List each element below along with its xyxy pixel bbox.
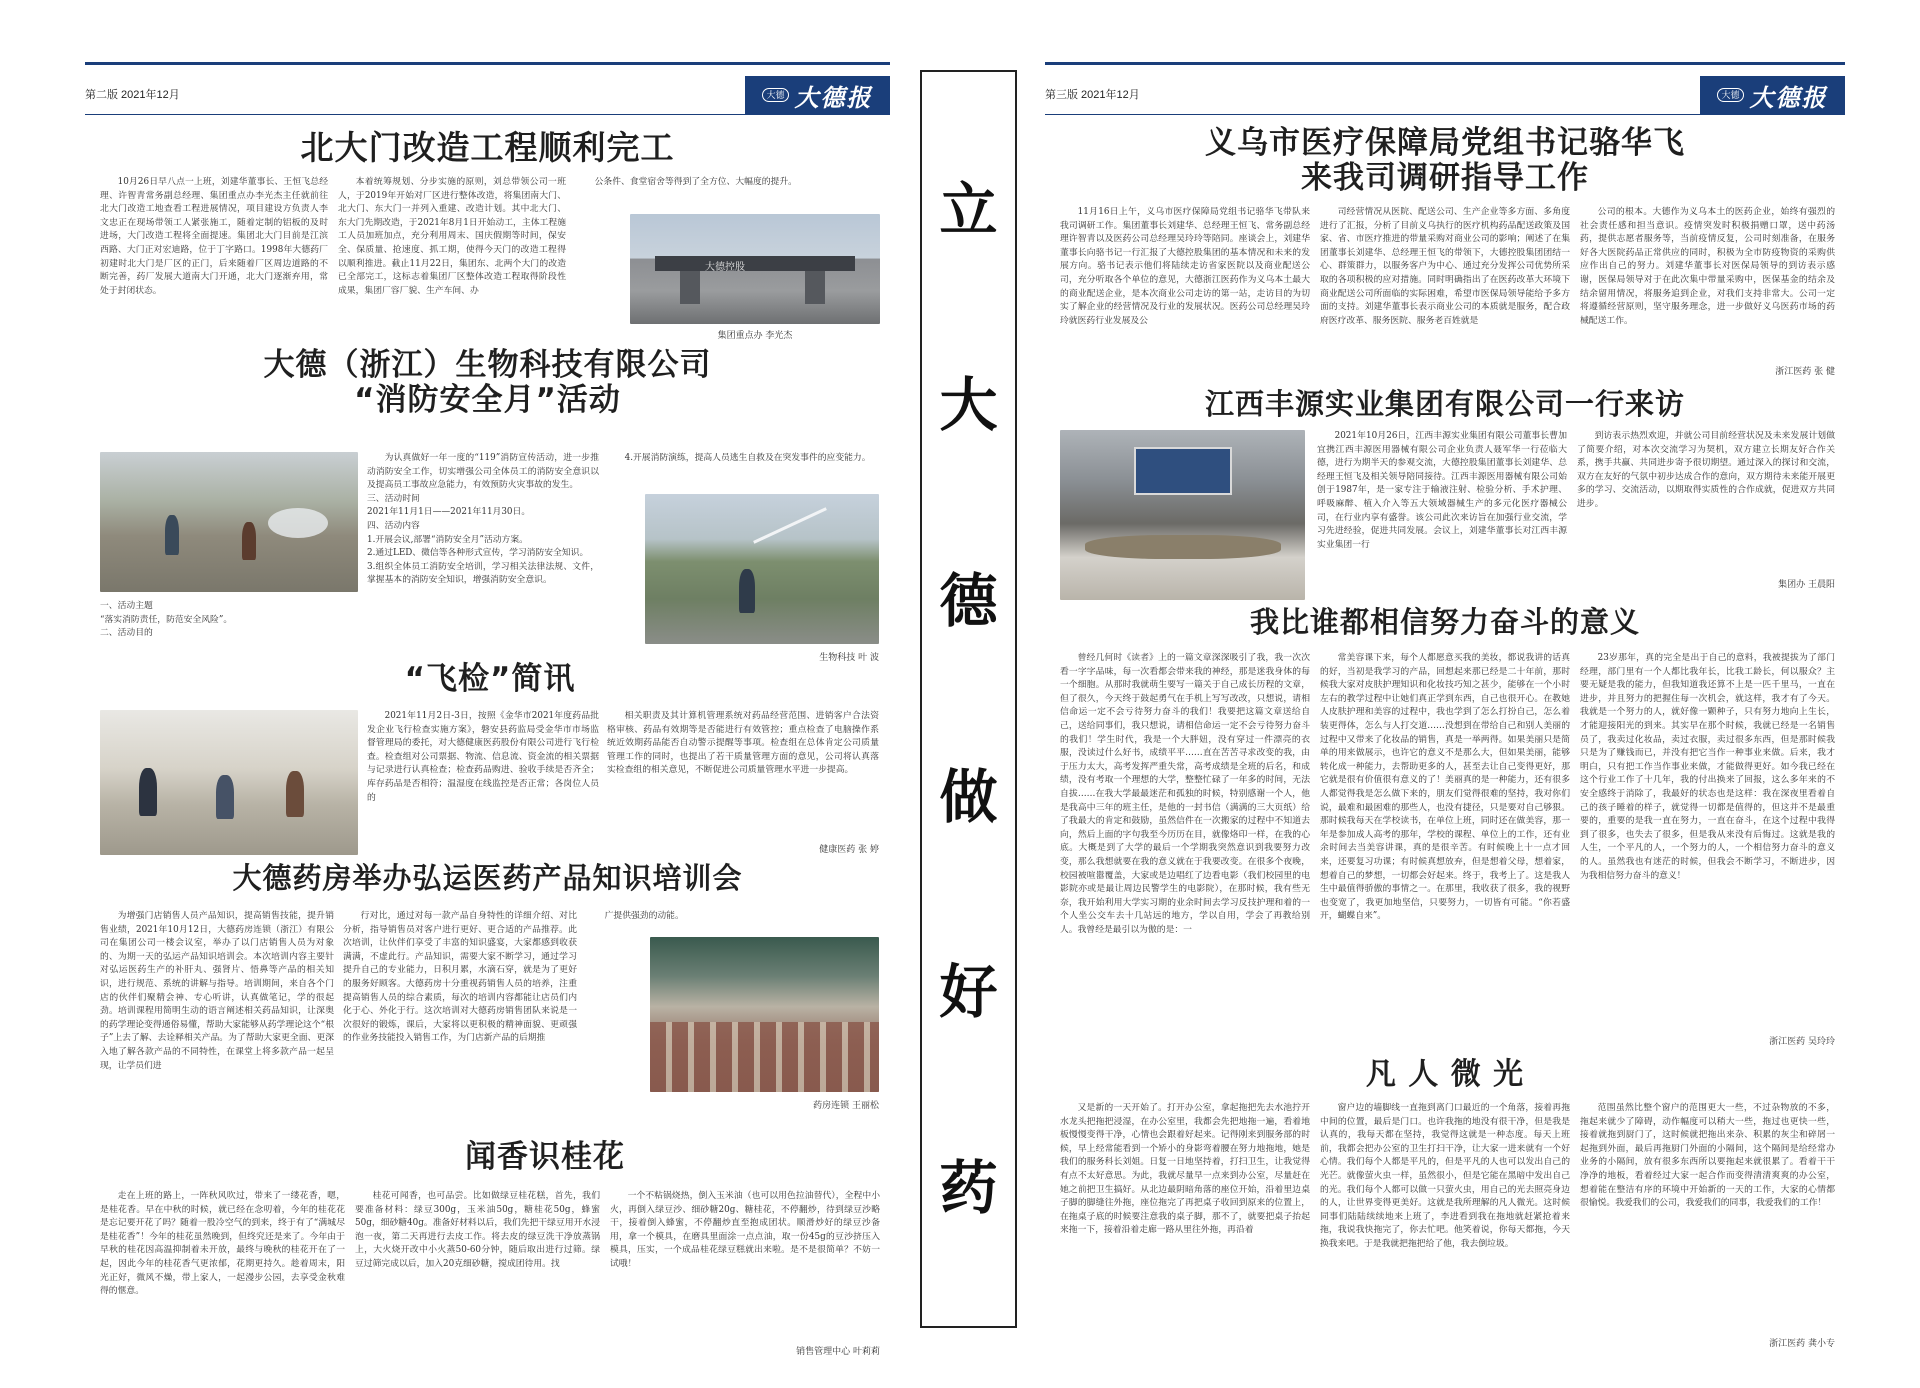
top-rule bbox=[1045, 62, 1845, 65]
byline: 药房连锁 王丽松 bbox=[813, 1101, 879, 1111]
gate-canopy bbox=[655, 256, 855, 271]
article-text: 又是新的一天开始了。打开办公室，拿起拖把先去水池拧开水龙头把拖把浸湿，在办公室里，我都会先把地拖一遍，看着地板慢慢变得干净，心情也会跟着好起来。记得刚来到服务部的时候，早上经常能看到一个矫小的身影弯着腰在努力地拖地，她是我们的服务科长刘姐。日复一日地坚持着，打扫卫生，让我觉得有点不太好意思。为此，我就尽量早一点来到办公室，尽量赶在她之前把卫生搞好。从北边最阴暗角落的座位开始，沿着里边桌子脚的脚缝往外拖，座位拖完了再把桌子收回到原来的位置上，在拖桌子底的时候要注意我的桌子脚，那不了，就要把桌子抬起来拖一下，接着沿着走廊一路从里往外拖，再沿着 bbox=[1060, 1103, 1310, 1236]
page-info: 第二版 2021年12月 bbox=[85, 89, 180, 101]
head-rule bbox=[1045, 114, 1845, 115]
headline-ordinary-light: 凡 人 微 光 bbox=[1365, 1057, 1525, 1092]
article-text: 曾经几何时《读者》上的一篇文章深深吸引了我，我一次次看一字字品味，每一次看都会带来我的神经，那是迷我身体的每一个细胞。从那时我就萌生要写一篇关于自己成长历程的文章，但了很久，今天终于鼓起勇气在手机上写写改改，只想说，请相信命运一定不会亏待努力奋斗的我们！我要把这篇文章送给自己，送给同事们，我只想说，请相信命运一定不会亏待努力奋斗的我们！学生时代，我是一个大胖妞，没有穿过一件漂亮的衣服，没读过什么好书，成绩平平……直在苦苦寻求改变的我，由于压力太大，高考发挥严重失常，高考成绩是全班的后名，和成绩，没有考取一个理想的大学，整整忙碌了一年多的时间，无法自拔……在我大学最最迷茫和孤独的时候，特别感谢一个人，他是我高中三年的班主任，是他的一封书信（满满的三大页纸）给了我最大的肯定和鼓励，虽然信件在一次搬家的过程中不知道去向，然后上面的字句我至今历历在目，就像烙印一样，在我的心底。大概是到了大学的最后一个学期我突然意识到我要努力改变，那么我想就要在我的意义就在于我要改变。在很多个夜晚，校园被喧嚣覆盖，大家或是边唱红了边看电影（我们校园里的电影院亦或是最让周边民警学生的电影院），在那时候，我有些无奈，我开始利用大学实习期的业余时间去学习反技护理和着的一个人坐公交车去十几站远的地方，学以自用，学会了再教给别人。我曾经是最引以为傲的是：一 bbox=[1060, 653, 1310, 935]
headline-line: 来我司调研指导工作 bbox=[1301, 159, 1589, 196]
slogan-box bbox=[920, 70, 1017, 1328]
headline-medical-insurance bbox=[1045, 126, 1845, 195]
byline: 浙江医药 龚小专 bbox=[1769, 1339, 1835, 1349]
photo-caption: 集团重点办 李光杰 bbox=[717, 331, 793, 341]
byline: 集团办 王晨阳 bbox=[1778, 580, 1835, 590]
slogan-char: 大 bbox=[939, 371, 998, 440]
masthead-name: 大德报 bbox=[1749, 82, 1828, 112]
article-text: 10月26日早八点一上班，刘建华董事长、王恒飞总经理、许智青常务副总经理、集团重点办李光杰主任就前往北大门改造工地查看工程进展情况，项目建设方负责人李文忠正在现场带领工人紧张施工，随着定制的铝板的及时进场，大门改造工程将全面提速。集团北大门目前是江滨西路、大门正对宏迪路，位于丁字路口。1998年大德药厂初建时北大门是厂区的正门，后来随着厂区周边道路的不断完善，药厂发展大道南大门开通，北大门逐渐弃用，常处于封闭状态。 bbox=[100, 177, 328, 296]
article-text: 2021年10月26日，江西丰源实业集团有限公司董事长曹加宜携江西丰源医用器械有限公司企业负责人聂军华一行莅临大德，进行为期半天的参观交流，大德控股集团董事长刘建华、总经理王恒飞及相关领导陪同接待。江西丰源医用器械有限公司始创于1987年，是一家专注于输液注射、检验分析、手术护理、呼吸麻醉、植入介入等五大领域器械生产的多元化医疗器械公司，在行业内享有盛誉。该公司此次来访旨在加强行业交流，学习先进经验，促进共同发展。会议上，刘建华董事长对江西丰源实业集团一行 bbox=[1317, 431, 1567, 550]
audience-rows bbox=[650, 1022, 879, 1092]
article-text: 行对比，通过对每一款产品自身特性的详细介绍、对比分析，指导销售员对客户进行更好、更合适的产品推荐。此次培训，让伙伴们享受了丰富的知识盛宴，大家都感到收获满满，不虚此行。产品知识，需要大家不断学习，通过学习提升自己的专业能力，日积月累，水滴石穿，就是为了更好的服务好顾客。大德药房十分重视药销售人员的培养，注重提高销售人员的综合素质，每次的培训内容都能让店员们内化于心、外化于行。这次培训对大德药房销售团队来说是一次很好的锻炼，课后，大家将以更积极的精神面貌、更顽强的作业务技能投入销售工作，为门店新产品的后期推 bbox=[343, 911, 577, 1044]
masthead bbox=[1700, 76, 1845, 114]
slogan-char: 立 bbox=[939, 175, 998, 244]
article-text: 公司的根本。大德作为义乌本土的医药企业，始终有强烈的社会责任感和担当意识。疫情突发时积极捐赠口罩，送中药汤药，提供志愿者服务等，当前疫情反复，公司时刻准备，在服务好各大医院药品正常供应的同时，积极为全市防疫物资的采购供应作出自己的努力。刘建华董事长对医保局领导的到访表示感谢，医保局领导对于在此次集中带量采购中，医保基金的结余及结余留用情况，将服务追到企业，对我们支持非常大。公司一定将遵循经营原则，坚守服务理念，进一步做好义乌医药市场的药械配送工作。 bbox=[1580, 207, 1835, 326]
gate-post bbox=[680, 271, 700, 304]
masthead bbox=[745, 76, 890, 114]
article-text: 本着统筹规划、分步实施的原则，刘总带领公司一班人，于2019年开始对厂区进行整体改造，将集团南大门、北大门、东大门一并列入重建、改造计划。其中北大门、东大门先期改造，于2021年8月1日开始动工，主体工程施工人员加班加点，充分利用周末、国庆假期等时间，保安全、保质量、抢速度、抓工期，使得今天门的改造工程得以顺利推进。截止11月22日，集团东、北两个大门的改造已全部完工，这标志着集团厂区整体改造工程取得阶段性成果，集团厂容厂貌、生产车间、办 bbox=[338, 177, 566, 296]
masthead-name: 大德报 bbox=[794, 82, 873, 112]
article-text: 桂花可闻香，也可品尝。比如做绿豆桂花糕，首先，我们要准备材料：绿豆300g，玉米油50g，糖桂花50g，蜂蜜50g，细砂糖40g。准备好材料以后，我们先把干绿豆用开水浸泡一夜，第二天再进行去皮工作。将去皮的绿豆洗干净放蒸锅上，大火烧开改中小火蒸50-60分钟，随后取出进行过筛。绿豆过筛完成以后，加入20克细砂糖，搅成团待用。找 bbox=[355, 1191, 600, 1269]
article-text: 为认真做好一年一度的“119”消防宣传活动，进一步推动消防安全工作，切实增强公司全体员工的消防安全意识以及提高员工事故应急能力，有效预防火灾事故的发生。 三、活动时间 2021年11月1日——2021年11月30日。 四、活动内容 1.开展会议,部署“消防安全月”活动方案。 2.通过LED、微信等各种形式宣传，学习消防安全知识。 3.组织全体员工消防安全培训，学习相关法律法规、文件，掌握基本的消防安全知识，增强消防安全意识。 bbox=[367, 453, 599, 586]
slogan-char: 好 bbox=[939, 958, 998, 1027]
dade-logo-icon: 大德 bbox=[762, 88, 788, 102]
gate-sign: 大德控股 bbox=[705, 262, 745, 273]
person-figure bbox=[165, 515, 179, 555]
conference-photo bbox=[1060, 430, 1305, 600]
byline: 浙江医药 张 健 bbox=[1775, 367, 1835, 377]
dade-logo-icon: 大德 bbox=[1717, 88, 1743, 102]
person-figure bbox=[139, 768, 157, 816]
person-figure bbox=[286, 771, 304, 817]
byline: 销售管理中心 叶莉莉 bbox=[796, 1347, 880, 1357]
headline-line: 大德（浙江）生物科技有限公司 bbox=[263, 347, 712, 383]
inspection-photo bbox=[100, 710, 358, 855]
article-text: 广提供强劲的动能。 bbox=[604, 911, 684, 921]
fire-hose-photo bbox=[645, 494, 879, 644]
article-text: 4.开展消防演练，提高人员逃生自救及在突发事件的应变能力。 bbox=[624, 453, 871, 463]
newspaper-page-3 bbox=[1045, 62, 1845, 1362]
article-text: 为增强门店销售人员产品知识，提高销售技能，提升销售业绩，2021年10月12日，大德药房连锁（浙江）有限公司在集团公司一楼会议室，举办了以门店销售人员为对象的、为期一天的弘运产品知识培训会。本次培训内容主要针对弘运医药生产的补肝丸、强肾片、悟鼻等产品的相关知识，进行规范、系统的讲解与指导。培训期间，来自各个门店的伙伴们聚精会神、专心听讲，认真做笔记，学的很起劲。培训课程用简明生动的语言阐述相关药品知识，让深奥的药学理论变得通俗易懂，帮助大家能够从药学理论这个“根子”上去了解、去诠释相关产品。为了帮助大家更全面、更深入地了解各款产品的不同特性，在课堂上将多款产品一起呈现，让学员们进 bbox=[100, 911, 334, 1071]
byline: 健康医药 张 婷 bbox=[819, 845, 879, 855]
article-text: 范围虽然比整个窗户的范围更大一些，不过杂物放的不多，拖起来就少了障碍，动作幅度可以稍大一些，拖过也更快一些，接着就拖到厨门了，这时候就把拖出来杂、积累的灰尘和碎屑一起拖到外面，最后再拖厨门外面的小隔间，这个隔间是给经常办业务的小隔间，放有很多东西所以要拖起来就很累了。看着干干净净的地板，看着经过大家一起合作而变得清清爽爽的办公室，想着能在整洁有序的环境中开始新的一天的工作，大家的心情都很愉悦。我爱我们的公司，我爱我们的同事，我爱我们的工作！ bbox=[1580, 1103, 1835, 1209]
water-jet bbox=[753, 507, 827, 544]
article-text: 23岁那年，真的完全是出于自己的意料，我被提拔为了部门经理，部门里有一个人都比我年长，比我工龄长，何以服众？主要无疑是我的能力，但我知道我还算不上是一匹千里马，一直在进步，并且努力的把握住每一次机会，就这样，我才有了今天。我就是一个努力的人，就好像一颗种子，只有努力地向上生长，才能迎接阳光的到来。其实早在那个时候，我就已经是一名销售员了，我卖过化妆品，卖过衣服，卖过很多东西，但是那时候我只是为了赚钱而已，并没有把它当作一种事业来做。后来，我才明白，只有把工作当作事业来做，才能做得更好。如今我已经在这个行业工作了十几年，我的付出换来了回报，这么多年来的不安全感终于消除了，我最好的状态也是这样：我在深夜里看着自己的孩子睡着的样子，就觉得一切都是值得的，但这并不是最重要的，重要的是我一直在努力，一直在奋斗，在这个过程中我得到了很多，也失去了很多，但是我从来没有后悔过。这就是我的人生，一个平凡的人，一个努力的人，一个相信努力奋斗的意义的人。虽然我也有迷茫的时候，但我会不断学习，不断进步，因为我相信努力奋斗的意义！ bbox=[1580, 653, 1835, 881]
fire-drill-photo bbox=[100, 452, 358, 592]
article-text: 相关职责及其计算机管理系统对药品经营范围、进销客户合法资格审核、药品有效期等是否能进行有效管控；重点检查了电脑操作系统近效期药品能否自动警示提醒等事项。检查组在总体肯定公司质量管理工作的同时，也提出了若干质量管理方面的意见，公司将认真落实检查组的相关意见，不断促进公司质量管理水平进一步提高。 bbox=[607, 711, 879, 776]
headline-training: 大德药房举办弘运医药产品知识培训会 bbox=[232, 861, 743, 895]
head-rule bbox=[85, 114, 890, 115]
article-text: 常美容课下来，每个人都愿意买我的美妆，都说我讲的话真的好，当初是我学习的产品，回想起来那已经是二十年前，那时候我大家对皮肤护理知识和化妆技巧知之甚少，能够在一个小时左右的教学过程中让她们真正学到东西，自己也很开心。在教她人皮肤护理和美容的过程中，我也学到了怎么打扮自己，怎么着装更得体，怎么与人打交道……没想到在带给自己和别人美丽的过程中又带来了化妆品的销售，真是一举两得。如果美丽只是简单的用来做展示，也许它的意义不是那么大，但如果美丽，能够转化成一种能力，去帮助更多的人，甚至去让自己变得更好，那它就是很有价值很有意义的了！美丽真的是一种能力，还有很多人都觉得我是怎么做下来的，朋友们觉得很难的坚持，我对你们说，最难和最困难的那些人，也没有捷径，只是要对自己够狠。那时候我每天在学校读书，在单位上班，同时还在做美容，那一年是参加成人高考的那年，学校的课程、单位上的工作，还有业余时间去当美容讲课，真的是很辛苦。有时候晚上十一点才回来，还要复习功课；有时候真想放弃，但是想着父母，想着家，想着自己的梦想，一切都会好起来。终于，我考上了。这是我人生中最值得骄傲的事情之一。在那里，我收获了很多，我的视野也变宽了，我更加地坚信，只要努力，一切皆有可能。“你若盛开，蝴蝶自来”。 bbox=[1320, 653, 1570, 922]
article-text: 一、活动主题 “落实消防责任，防范安全风险”。 二、活动目的 bbox=[100, 601, 233, 639]
conference-table bbox=[1085, 535, 1281, 559]
article-text: 2021年11月2日-3日，按照《金华市2021年度药品批发企业飞行检查实施方案》，磐安县药监局受金华市市场监督管理局的委托，对大德健康医药股份有限公司进行飞行检查。检查组对公司票据、物流、信息流、资金流的相关票据与记录进行认真检查；检查药品购进、验收手续是否齐全；库存药品是否相符；温湿度在线监控是否正常；各岗位人员的 bbox=[367, 711, 599, 803]
byline: 生物科技 叶 波 bbox=[819, 653, 879, 663]
headline-osmanthus: 闻香识桂花 bbox=[465, 1139, 625, 1175]
slogan-char: 药 bbox=[939, 1154, 998, 1223]
article-text: 司经营情况从医院、配送公司、生产企业等多方面、多角度进行了汇报，分析了目前义乌执行的医疗机构药品配送政策及国家、省、市医疗推进的带量采购对商业公司的影响；阐述了在集团董事长刘建华、总经理王恒飞的带领下，大德控股集团团结一心、群策群力，以服务客户为中心、通过充分发挥公司优势所采取的各项积极的应对措施。同时明确指出了在医药改革大环境下商业配送公司所面临的实际困难，希望市医保局领导能给予多方面的支持。刘建华董事长表示商业公司的本质就是服务，配合政府医疗改革、服务医院、服务老百姓就是 bbox=[1320, 207, 1570, 326]
person-figure bbox=[216, 775, 234, 819]
headline-fire-safety bbox=[85, 348, 890, 417]
top-rule bbox=[85, 62, 890, 65]
headline-inspection: “飞检”简讯 bbox=[404, 661, 576, 697]
article-text: 一个不粘锅烧热，倒入玉米油（也可以用色拉油替代），全程中小火，再倒入绿豆沙、细砂糖20g、糖桂花，不停翻炒，待到绿豆沙略干，接着倒入蜂蜜，不停翻炒直至抱成团状。顺滑炒好的绿豆沙备用，拿一个模具，在磨具里面涂一点点油，取一份45g的豆沙挤压入模具，压实，一个成品桂花绿豆糕就出来啦。是不是很简单？不妨一试哦！ bbox=[610, 1191, 880, 1269]
slogan-char: 德 bbox=[939, 567, 998, 636]
article-text: 到访表示热烈欢迎，并就公司目前经营状况及未来发展计划做了简要介绍，对本次交流学习为契机，双方建立长期友好合作关系，携手共赢、共同进步寄予很切期望。通过深入的探讨和交流，双方在友好的气氛中初步达成合作的意向，双方期待未来能开展更多的学习、交流活动，以期取得实质性的合作成就，促进双方共同进步。 bbox=[1577, 431, 1835, 509]
headline-line: 义乌市医疗保障局党组书记骆华飞 bbox=[1205, 125, 1685, 161]
person-figure bbox=[739, 569, 755, 613]
person-figure bbox=[242, 522, 256, 560]
presentation-screen bbox=[1134, 447, 1232, 495]
headline-line: “消防安全月”活动 bbox=[354, 381, 621, 418]
gate-post bbox=[805, 271, 825, 304]
training-photo bbox=[650, 937, 879, 1092]
article-text: 11月16日上午，义乌市医疗保障局党组书记骆华飞带队来我司调研工作。集团董事长刘建华、总经理王恒飞、常务副总经理许智青以及医药公司总经理吴玲玲等陪同。座谈会上，刘建华董事长向骆书记一行汇报了大德控股集团的基本情况和未来的发展方向。骆书记表示他们将陆续走访省家医院以及商业配送公司，充分听取各个单位的意见，大德浙江医药作为义乌本土最大的商业配送企业，是本次商业公司走访的第一站，走访目的为切实了解企业的经营情况及行业的发展状况。医药公司总经理吴玲玲就医药行业发展及公 bbox=[1060, 207, 1310, 326]
slogan-char: 做 bbox=[939, 762, 998, 831]
article-text: 公条件、食堂宿舍等得到了全方位、大幅度的提升。 bbox=[594, 177, 797, 187]
byline: 浙江医药 吴玲玲 bbox=[1769, 1037, 1835, 1047]
article-text: 窗户边的墙脚线一直拖到离门口最近的一个角落，接着再拖中间的位置，最后是门口。也许我拖的地没有很干净，但是我是认真的，我每天都在坚持，我觉得这就是一种态度。每天上班前，我都会把办公室的卫生打扫干净，让大家一进来就有一个好心情。我们每个人都是平凡的，但是平凡的人也可以发出自己的光芒。就像萤火虫一样，虽然很小，但是它能在黑暗中发出自己的光。我们每个人都可以做一只萤火虫，用自己的光去照亮身边的人，让世界变得更美好。这就是我所理解的凡人微光。这时候同事们陆陆续续地来上班了，李进看到我在拖地就赶紧抢着来拖，我说我快拖完了，你去忙吧。他笑着说，你每天都拖，今天换我来吧。于是我就把拖把给了他，我去倒垃圾。 bbox=[1320, 1103, 1570, 1249]
gate-photo bbox=[630, 214, 880, 324]
headline-jiangxi-visit: 江西丰源实业集团有限公司一行来访 bbox=[1204, 387, 1685, 421]
headline-effort: 我比谁都相信努力奋斗的意义 bbox=[1249, 605, 1640, 639]
extinguisher-spray bbox=[268, 508, 328, 538]
headline-north-gate: 北大门改造工程顺利完工 bbox=[300, 128, 675, 167]
newspaper-page-2 bbox=[85, 62, 890, 1362]
page-info: 第三版 2021年12月 bbox=[1045, 89, 1140, 101]
article-text: 走在上班的路上，一阵秋风吹过，带来了一缕花香，嗯，是桂花香。早在中秋的时候，就已经在念叨着，今年的桂花花是忘记要开花了吗？随着一股冷空气的到来，终于有了“满城尽是桂花香”！今年的桂花虽然晚到，但终究还是来了。今年由于早秋的桂花因高温抑制着未开放，最终与晚秋的桂花开在了一起，因此今年的桂花香气更浓郁，花期更持久。趁着周末，阳光正好，微风不燥，带上家人，一起漫步公园，去享受金秋难得的惬意。 bbox=[100, 1191, 345, 1297]
